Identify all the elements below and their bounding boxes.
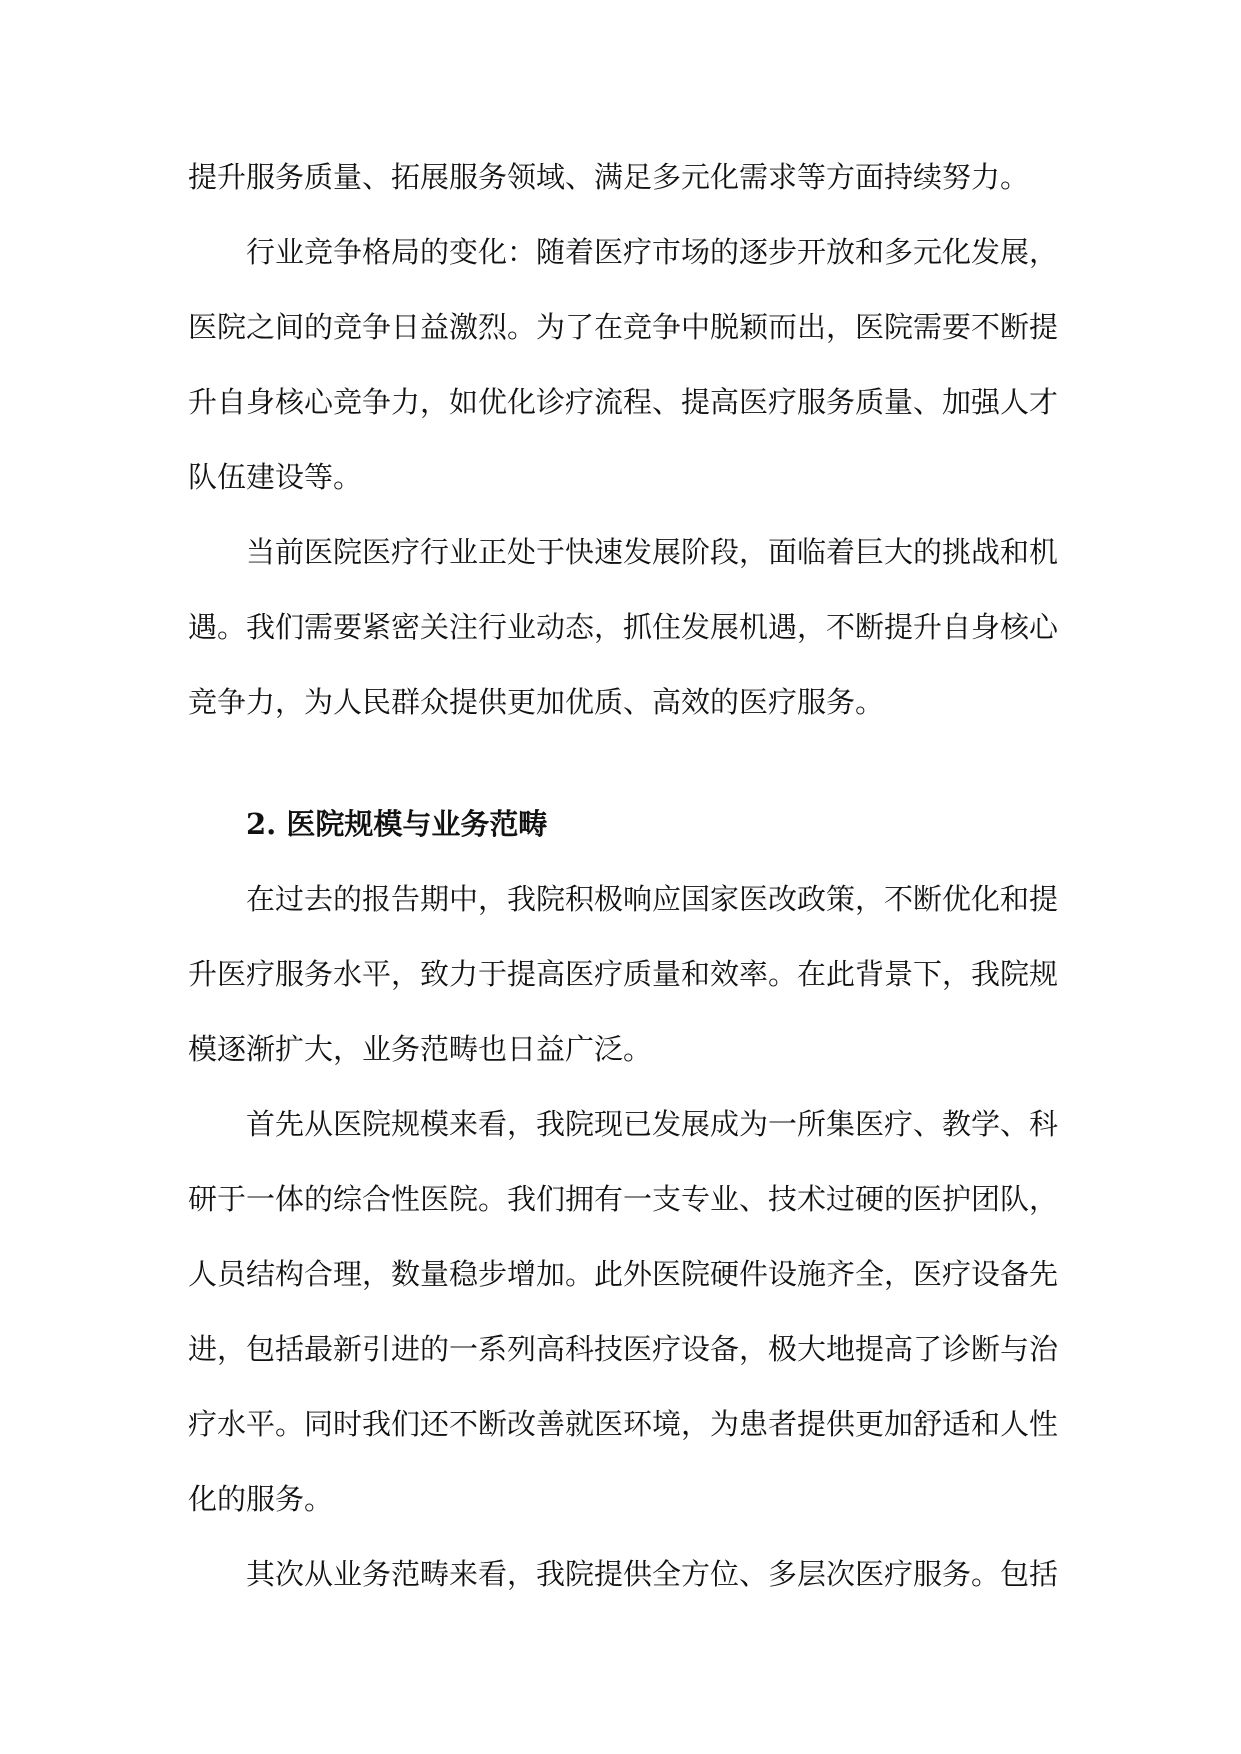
paragraph-line: 进，包括最新引进的一系列高科技医疗设备，极大地提高了诊断与治: [188, 1332, 1059, 1366]
paragraph-line: 医院之间的竞争日益激烈。为了在竞争中脱颖而出，医院需要不断提: [188, 310, 1059, 344]
paragraph-line: 疗水平。同时我们还不断改善就医环境，为患者提供更加舒适和人性: [188, 1407, 1059, 1441]
paragraph-line: 在过去的报告期中，我院积极响应国家医改政策，不断优化和提: [246, 882, 1059, 916]
paragraph-line: 其次从业务范畴来看，我院提供全方位、多层次医疗服务。包括: [246, 1557, 1059, 1591]
paragraph-line: 升自身核心竞争力，如优化诊疗流程、提高医疗服务质量、加强人才: [188, 385, 1059, 419]
paragraph-line: 升医疗服务水平，致力于提高医疗质量和效率。在此背景下，我院规: [188, 957, 1059, 991]
paragraph-line: 人员结构合理，数量稳步增加。此外医院硬件设施齐全，医疗设备先: [188, 1257, 1059, 1291]
section-heading: 2. 医院规模与业务范畴: [246, 807, 548, 841]
paragraph-line: 化的服务。: [188, 1482, 334, 1516]
paragraph-line: 模逐渐扩大，业务范畴也日益广泛。: [188, 1032, 653, 1066]
paragraph-line: 首先从医院规模来看，我院现已发展成为一所集医疗、教学、科: [246, 1107, 1059, 1141]
page-body: [188, 140, 1059, 1612]
paragraph-line: 遇。我们需要紧密关注行业动态，抓住发展机遇，不断提升自身核心: [188, 610, 1059, 644]
paragraph-line: 研于一体的综合性医院。我们拥有一支专业、技术过硬的医护团队，: [188, 1182, 1059, 1216]
paragraph-line: 当前医院医疗行业正处于快速发展阶段，面临着巨大的挑战和机: [246, 535, 1059, 569]
paragraph-line: 队伍建设等。: [188, 460, 363, 494]
section-gap: [188, 740, 1053, 787]
paragraph-line: 提升服务质量、拓展服务领域、满足多元化需求等方面持续努力。: [188, 160, 1030, 194]
paragraph-line: 行业竞争格局的变化：随着医疗市场的逐步开放和多元化发展，: [246, 235, 1059, 269]
paragraph-line: 竞争力，为人民群众提供更加优质、高效的医疗服务。: [188, 685, 885, 719]
